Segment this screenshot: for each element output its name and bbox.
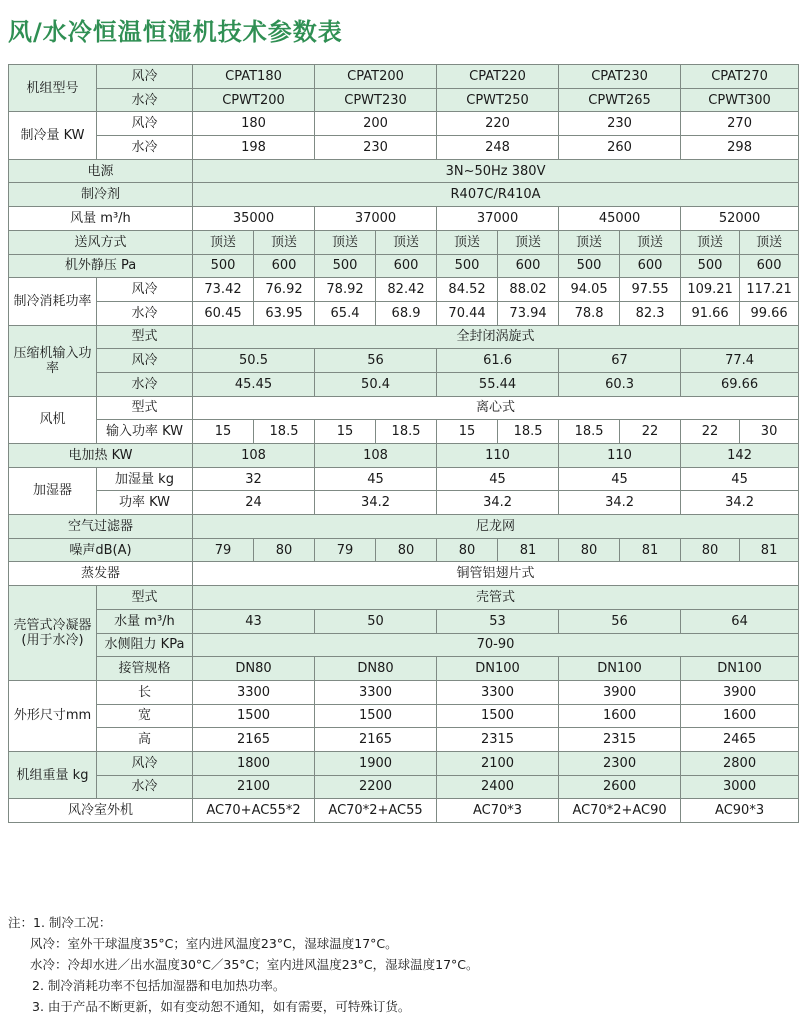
label-airflow: 风量 m³/h — [9, 207, 193, 231]
consumption-air-cell: 88.02 — [498, 278, 559, 302]
sub-water: 水冷 — [97, 372, 193, 396]
row-model-water — [9, 88, 799, 112]
label-static-pressure: 机外静压 Pa — [9, 254, 193, 278]
fan-power-cell: 22 — [681, 420, 740, 444]
outdoor-cell: AC70*2+AC55 — [315, 799, 437, 823]
noise-cell: 81 — [740, 538, 799, 562]
cooling-air-cell: 180 — [193, 112, 315, 136]
noise-cell: 80 — [254, 538, 315, 562]
cond-pipe-cell: DN100 — [681, 657, 799, 681]
consumption-water-cell: 65.4 — [315, 301, 376, 325]
model-air-cell: CPAT220 — [437, 65, 559, 89]
static-cell: 500 — [315, 254, 376, 278]
dim-height-cell: 2315 — [559, 728, 681, 752]
consumption-air-cell: 84.52 — [437, 278, 498, 302]
label-evaporator: 蒸发器 — [9, 562, 193, 586]
humid-amount-cell: 45 — [315, 467, 437, 491]
cooling-air-cell: 270 — [681, 112, 799, 136]
airflow-cell: 52000 — [681, 207, 799, 231]
spec-table-body — [9, 65, 799, 823]
noise-cell: 80 — [559, 538, 620, 562]
static-cell: 500 — [193, 254, 254, 278]
consumption-air-cell: 94.05 — [559, 278, 620, 302]
row-airflow — [9, 207, 799, 231]
row-consumption-air — [9, 278, 799, 302]
heater-cell: 110 — [559, 444, 681, 468]
label-consumption: 制冷消耗功率 — [9, 278, 97, 325]
consumption-water-cell: 60.45 — [193, 301, 254, 325]
cond-pipe-cell: DN80 — [315, 657, 437, 681]
row-humid-amount — [9, 467, 799, 491]
sub-water-flow: 水量 m³/h — [97, 609, 193, 633]
row-weight-water — [9, 775, 799, 799]
sub-water: 水冷 — [97, 301, 193, 325]
supply-cell: 顶送 — [681, 230, 740, 254]
supply-cell: 顶送 — [254, 230, 315, 254]
row-outdoor — [9, 799, 799, 823]
noise-cell: 80 — [681, 538, 740, 562]
cond-flow-cell: 53 — [437, 609, 559, 633]
row-compressor-type — [9, 325, 799, 349]
label-model: 机组型号 — [9, 65, 97, 112]
label-condenser: 壳管式冷凝器(用于水冷) — [9, 586, 97, 681]
fan-power-cell: 18.5 — [498, 420, 559, 444]
sub-length: 长 — [97, 680, 193, 704]
row-filter — [9, 515, 799, 539]
outdoor-cell: AC70*2+AC90 — [559, 799, 681, 823]
label-supply: 送风方式 — [9, 230, 193, 254]
dim-height-cell: 2165 — [315, 728, 437, 752]
label-outdoor: 风冷室外机 — [9, 799, 193, 823]
outdoor-cell: AC70*3 — [437, 799, 559, 823]
airflow-cell: 37000 — [315, 207, 437, 231]
consumption-air-cell: 73.42 — [193, 278, 254, 302]
sub-pipe: 接管规格 — [97, 657, 193, 681]
humid-power-cell: 24 — [193, 491, 315, 515]
consumption-air-cell: 78.92 — [315, 278, 376, 302]
row-dim-width — [9, 704, 799, 728]
heater-cell: 142 — [681, 444, 799, 468]
weight-air-cell: 1900 — [315, 751, 437, 775]
notes — [8, 912, 479, 1017]
consumption-air-cell: 97.55 — [620, 278, 681, 302]
label-fan: 风机 — [9, 396, 97, 443]
fan-power-cell: 18.5 — [559, 420, 620, 444]
label-compressor: 压缩机输入功率 — [9, 325, 97, 396]
model-air-cell: CPAT180 — [193, 65, 315, 89]
label-heater: 电加热 KW — [9, 444, 193, 468]
cond-flow-cell: 56 — [559, 609, 681, 633]
row-cooling-air — [9, 112, 799, 136]
compressor-water-cell: 69.66 — [681, 372, 799, 396]
note-1-water: 水冷：冷却水进／出水温度30°C／35°C；室内进风温度23°C，湿球温度17°C。 — [30, 957, 479, 972]
airflow-cell: 37000 — [437, 207, 559, 231]
sub-air: 风冷 — [97, 278, 193, 302]
dim-width-cell: 1600 — [681, 704, 799, 728]
model-water-cell: CPWT250 — [437, 88, 559, 112]
dim-width-cell: 1500 — [437, 704, 559, 728]
row-humid-power — [9, 491, 799, 515]
sub-air: 风冷 — [97, 349, 193, 373]
cond-pipe-cell: DN80 — [193, 657, 315, 681]
heater-cell: 108 — [315, 444, 437, 468]
noise-cell: 79 — [315, 538, 376, 562]
static-cell: 600 — [498, 254, 559, 278]
cond-resistance: 70-90 — [193, 633, 799, 657]
cond-pipe-cell: DN100 — [437, 657, 559, 681]
row-fan-power — [9, 420, 799, 444]
dim-height-cell: 2165 — [193, 728, 315, 752]
label-weight: 机组重量 kg — [9, 751, 97, 798]
fan-power-cell: 18.5 — [254, 420, 315, 444]
noise-cell: 81 — [620, 538, 681, 562]
compressor-water-cell: 55.44 — [437, 372, 559, 396]
supply-cell: 顶送 — [620, 230, 681, 254]
airflow-cell: 45000 — [559, 207, 681, 231]
static-cell: 600 — [376, 254, 437, 278]
consumption-air-cell: 82.42 — [376, 278, 437, 302]
weight-air-cell: 2300 — [559, 751, 681, 775]
weight-air-cell: 2100 — [437, 751, 559, 775]
static-cell: 600 — [740, 254, 799, 278]
sub-air: 风冷 — [97, 112, 193, 136]
consumption-water-cell: 82.3 — [620, 301, 681, 325]
sub-humid-amount: 加湿量 kg — [97, 467, 193, 491]
note-3: 3. 由于产品不断更新，如有变动恕不通知，如有需要，可特殊订货。 — [32, 999, 411, 1014]
weight-water-cell: 3000 — [681, 775, 799, 799]
cooling-water-cell: 230 — [315, 136, 437, 160]
compressor-water-cell: 50.4 — [315, 372, 437, 396]
row-supply — [9, 230, 799, 254]
consumption-water-cell: 99.66 — [740, 301, 799, 325]
supply-cell: 顶送 — [315, 230, 376, 254]
condenser-type: 壳管式 — [193, 586, 799, 610]
consumption-air-cell: 117.21 — [740, 278, 799, 302]
row-weight-air — [9, 751, 799, 775]
evaporator-value: 铜管铝翅片式 — [193, 562, 799, 586]
fan-power-cell: 22 — [620, 420, 681, 444]
row-refrigerant — [9, 183, 799, 207]
noise-cell: 80 — [376, 538, 437, 562]
consumption-water-cell: 78.8 — [559, 301, 620, 325]
consumption-air-cell: 76.92 — [254, 278, 315, 302]
compressor-water-cell: 45.45 — [193, 372, 315, 396]
weight-water-cell: 2600 — [559, 775, 681, 799]
compressor-water-cell: 60.3 — [559, 372, 681, 396]
sub-air: 风冷 — [97, 65, 193, 89]
static-cell: 500 — [681, 254, 740, 278]
consumption-water-cell: 70.44 — [437, 301, 498, 325]
row-noise — [9, 538, 799, 562]
cooling-water-cell: 198 — [193, 136, 315, 160]
consumption-water-cell: 68.9 — [376, 301, 437, 325]
weight-water-cell: 2200 — [315, 775, 437, 799]
label-humidifier: 加湿器 — [9, 467, 97, 514]
model-air-cell: CPAT200 — [315, 65, 437, 89]
cooling-water-cell: 260 — [559, 136, 681, 160]
noise-cell: 81 — [498, 538, 559, 562]
compressor-air-cell: 61.6 — [437, 349, 559, 373]
supply-cell: 顶送 — [498, 230, 559, 254]
row-cond-pipe — [9, 657, 799, 681]
compressor-air-cell: 77.4 — [681, 349, 799, 373]
fan-power-cell: 15 — [193, 420, 254, 444]
sub-water: 水冷 — [97, 88, 193, 112]
cond-flow-cell: 43 — [193, 609, 315, 633]
sub-fan-power: 输入功率 KW — [97, 420, 193, 444]
compressor-air-cell: 56 — [315, 349, 437, 373]
row-power — [9, 159, 799, 183]
static-cell: 600 — [620, 254, 681, 278]
row-evaporator — [9, 562, 799, 586]
airflow-cell: 35000 — [193, 207, 315, 231]
dim-length-cell: 3300 — [315, 680, 437, 704]
humid-power-cell: 34.2 — [315, 491, 437, 515]
row-consumption-water — [9, 301, 799, 325]
noise-cell: 80 — [437, 538, 498, 562]
sub-width: 宽 — [97, 704, 193, 728]
consumption-water-cell: 91.66 — [681, 301, 740, 325]
row-cooling-water — [9, 136, 799, 160]
model-air-cell: CPAT230 — [559, 65, 681, 89]
humid-power-cell: 34.2 — [681, 491, 799, 515]
cond-flow-cell: 64 — [681, 609, 799, 633]
dim-width-cell: 1600 — [559, 704, 681, 728]
consumption-air-cell: 109.21 — [681, 278, 740, 302]
cooling-water-cell: 298 — [681, 136, 799, 160]
sub-humid-power: 功率 KW — [97, 491, 193, 515]
humid-power-cell: 34.2 — [559, 491, 681, 515]
weight-air-cell: 2800 — [681, 751, 799, 775]
supply-cell: 顶送 — [740, 230, 799, 254]
supply-cell: 顶送 — [193, 230, 254, 254]
row-fan-type — [9, 396, 799, 420]
noise-cell: 79 — [193, 538, 254, 562]
dim-height-cell: 2315 — [437, 728, 559, 752]
static-cell: 500 — [559, 254, 620, 278]
cond-flow-cell: 50 — [315, 609, 437, 633]
label-filter: 空气过滤器 — [9, 515, 193, 539]
humid-amount-cell: 45 — [681, 467, 799, 491]
supply-cell: 顶送 — [559, 230, 620, 254]
row-dim-length — [9, 680, 799, 704]
refrigerant-value: R407C/R410A — [193, 183, 799, 207]
fan-power-cell: 15 — [437, 420, 498, 444]
static-cell: 600 — [254, 254, 315, 278]
label-power: 电源 — [9, 159, 193, 183]
consumption-water-cell: 63.95 — [254, 301, 315, 325]
power-value: 3N~50Hz 380V — [193, 159, 799, 183]
dim-width-cell: 1500 — [193, 704, 315, 728]
sub-air: 风冷 — [97, 751, 193, 775]
note-1-air: 风冷：室外干球温度35°C；室内进风温度23°C，湿球温度17°C。 — [30, 936, 398, 951]
sub-resistance: 水侧阻力 KPa — [97, 633, 193, 657]
weight-water-cell: 2400 — [437, 775, 559, 799]
note-2: 2. 制冷消耗功率不包括加湿器和电加热功率。 — [32, 978, 286, 993]
dim-length-cell: 3300 — [193, 680, 315, 704]
fan-power-cell: 18.5 — [376, 420, 437, 444]
heater-cell: 110 — [437, 444, 559, 468]
compressor-type: 全封闭涡旋式 — [193, 325, 799, 349]
row-cond-type — [9, 586, 799, 610]
compressor-air-cell: 50.5 — [193, 349, 315, 373]
model-water-cell: CPWT230 — [315, 88, 437, 112]
note-1: 注：1. 制冷工况： — [8, 915, 112, 930]
sub-water: 水冷 — [97, 775, 193, 799]
fan-power-cell: 15 — [315, 420, 376, 444]
compressor-air-cell: 67 — [559, 349, 681, 373]
row-static — [9, 254, 799, 278]
row-cond-flow — [9, 609, 799, 633]
label-dimensions: 外形尺寸mm — [9, 680, 97, 751]
fan-power-cell: 30 — [740, 420, 799, 444]
dim-length-cell: 3900 — [681, 680, 799, 704]
cooling-water-cell: 248 — [437, 136, 559, 160]
dim-length-cell: 3900 — [559, 680, 681, 704]
sub-height: 高 — [97, 728, 193, 752]
humid-power-cell: 34.2 — [437, 491, 559, 515]
dim-width-cell: 1500 — [315, 704, 437, 728]
heater-cell: 108 — [193, 444, 315, 468]
cooling-air-cell: 200 — [315, 112, 437, 136]
label-refrigerant: 制冷剂 — [9, 183, 193, 207]
humid-amount-cell: 45 — [559, 467, 681, 491]
row-dim-height — [9, 728, 799, 752]
row-compressor-water — [9, 372, 799, 396]
row-model-air — [9, 65, 799, 89]
outdoor-cell: AC70+AC55*2 — [193, 799, 315, 823]
filter-value: 尼龙网 — [193, 515, 799, 539]
humid-amount-cell: 32 — [193, 467, 315, 491]
dim-length-cell: 3300 — [437, 680, 559, 704]
model-air-cell: CPAT270 — [681, 65, 799, 89]
row-compressor-air — [9, 349, 799, 373]
cooling-air-cell: 230 — [559, 112, 681, 136]
static-cell: 500 — [437, 254, 498, 278]
weight-air-cell: 1800 — [193, 751, 315, 775]
model-water-cell: CPWT200 — [193, 88, 315, 112]
page-title: 风/水冷恒温恒湿机技术参数表 — [8, 18, 343, 46]
consumption-water-cell: 73.94 — [498, 301, 559, 325]
weight-water-cell: 2100 — [193, 775, 315, 799]
label-cooling: 制冷量 KW — [9, 112, 97, 159]
sub-type: 型式 — [97, 586, 193, 610]
humid-amount-cell: 45 — [437, 467, 559, 491]
sub-water: 水冷 — [97, 136, 193, 160]
outdoor-cell: AC90*3 — [681, 799, 799, 823]
supply-cell: 顶送 — [376, 230, 437, 254]
model-water-cell: CPWT265 — [559, 88, 681, 112]
row-cond-resistance — [9, 633, 799, 657]
sub-type: 型式 — [97, 396, 193, 420]
fan-type: 离心式 — [193, 396, 799, 420]
spec-table — [8, 64, 799, 823]
dim-height-cell: 2465 — [681, 728, 799, 752]
cond-pipe-cell: DN100 — [559, 657, 681, 681]
sub-type: 型式 — [97, 325, 193, 349]
supply-cell: 顶送 — [437, 230, 498, 254]
model-water-cell: CPWT300 — [681, 88, 799, 112]
label-noise: 噪声dB(A) — [9, 538, 193, 562]
cooling-air-cell: 220 — [437, 112, 559, 136]
row-heater — [9, 444, 799, 468]
